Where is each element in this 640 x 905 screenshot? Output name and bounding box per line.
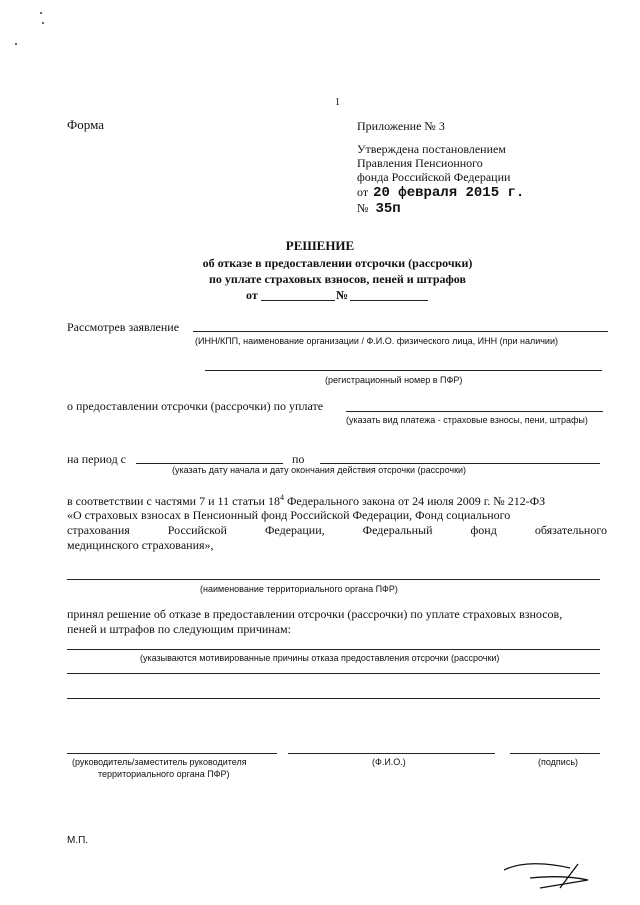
territorial-blank [67, 579, 600, 580]
signature-blank [510, 753, 600, 754]
law-word: Федеральный [362, 523, 433, 537]
name-signature-blank [288, 753, 495, 754]
document-title: РЕШЕНИЕ [285, 238, 355, 253]
approval-number-value: 35п [375, 201, 401, 217]
law-line-1-end: Федерального закона от 24 июля 2009 г. № 212-ФЗ [283, 494, 546, 508]
approval-number-prefix: № [357, 201, 369, 215]
form-label: Форма [67, 117, 104, 132]
appendix-label: Приложение № 3 [357, 119, 445, 133]
law-line-3 [67, 523, 607, 538]
law-word: обязательного [534, 523, 607, 537]
reasons-blank-1 [67, 649, 600, 650]
title-date-blank [261, 300, 335, 301]
law-word: Федерации, [264, 523, 325, 537]
reasons-blank-3 [67, 698, 600, 699]
law-word: фонд [470, 523, 497, 537]
territorial-hint: (наименование территориального органа ПФР) [200, 584, 398, 594]
period-to-label: по [292, 452, 305, 466]
period-from-label: на период с [67, 452, 127, 466]
application-blank [193, 331, 608, 332]
application-hint: (ИНН/КПП, наименование организации / Ф.И.О. физического лица, ИНН (при наличии) [195, 336, 558, 346]
title-date-label: от [246, 288, 258, 302]
law-line-1-start: в соответствии с частями 7 и 11 статьи 18 [67, 494, 280, 508]
period-to-blank [320, 463, 600, 464]
law-line-1 [67, 493, 545, 509]
approved-line-3: фонда Российской Федерации [357, 170, 511, 184]
approval-date-value: 20 февраля 2015 г. [373, 185, 525, 201]
page-number: 1 [335, 97, 340, 108]
title-number-label: № [336, 288, 349, 302]
stamp-label: М.П. [67, 835, 89, 846]
head-signature-blank [67, 753, 277, 754]
period-hint: (указать дату начала и дату окончания действия отсрочки (рассрочки) [172, 465, 467, 475]
payment-type-blank [346, 411, 603, 412]
scan-speck [42, 22, 44, 24]
decision-line-1: принял решение об отказе в предоставлении отсрочки (рассрочки) по уплате страховых взносов, [67, 607, 563, 621]
head-label-line-2: территориального органа ПФР) [98, 769, 230, 779]
reg-number-blank [205, 370, 602, 371]
handwritten-signature-icon [500, 858, 595, 893]
law-line-4: медицинского страхования», [67, 538, 214, 552]
reasons-hint: (указываются мотивированные причины отказа предоставления отсрочки (рассрочки) [140, 653, 500, 663]
reg-number-hint: (регистрационный номер в ПФР) [325, 375, 463, 385]
period-from-blank [136, 463, 283, 464]
payment-type-hint: (указать вид платежа - страховые взносы, пени, штрафы) [346, 415, 588, 425]
decision-line-2: пеней и штрафов по следующим причинам: [67, 622, 291, 636]
title-number-blank [350, 300, 428, 301]
law-line-2: «О страховых взносах в Пенсионный фонд Российской Федерации, Фонд социального [67, 508, 511, 522]
head-label-line-1: (руководитель/заместитель руководителя [72, 757, 247, 767]
law-article-superscript: 4 [279, 493, 284, 502]
scan-speck [40, 12, 42, 14]
approved-line-2: Правления Пенсионного [357, 156, 483, 170]
approval-date-prefix: от [357, 185, 369, 199]
law-word: страхования [67, 523, 130, 537]
reasons-blank-2 [67, 673, 600, 674]
application-label: Рассмотрев заявление [67, 320, 180, 334]
name-label: (Ф.И.О.) [372, 757, 406, 767]
approval-date [357, 185, 524, 201]
law-word: Российской [167, 523, 227, 537]
signature-label: (подпись) [538, 757, 579, 767]
scan-speck [15, 43, 17, 45]
title-line-2: по уплате страховых взносов, пеней и штрафов [209, 272, 466, 286]
approval-number [357, 201, 401, 217]
title-line-1: об отказе в предоставлении отсрочки (рассрочки) [202, 256, 473, 270]
deferral-label: о предоставлении отсрочки (рассрочки) по уплате [67, 399, 324, 413]
approved-line-1: Утверждена постановлением [357, 142, 506, 156]
